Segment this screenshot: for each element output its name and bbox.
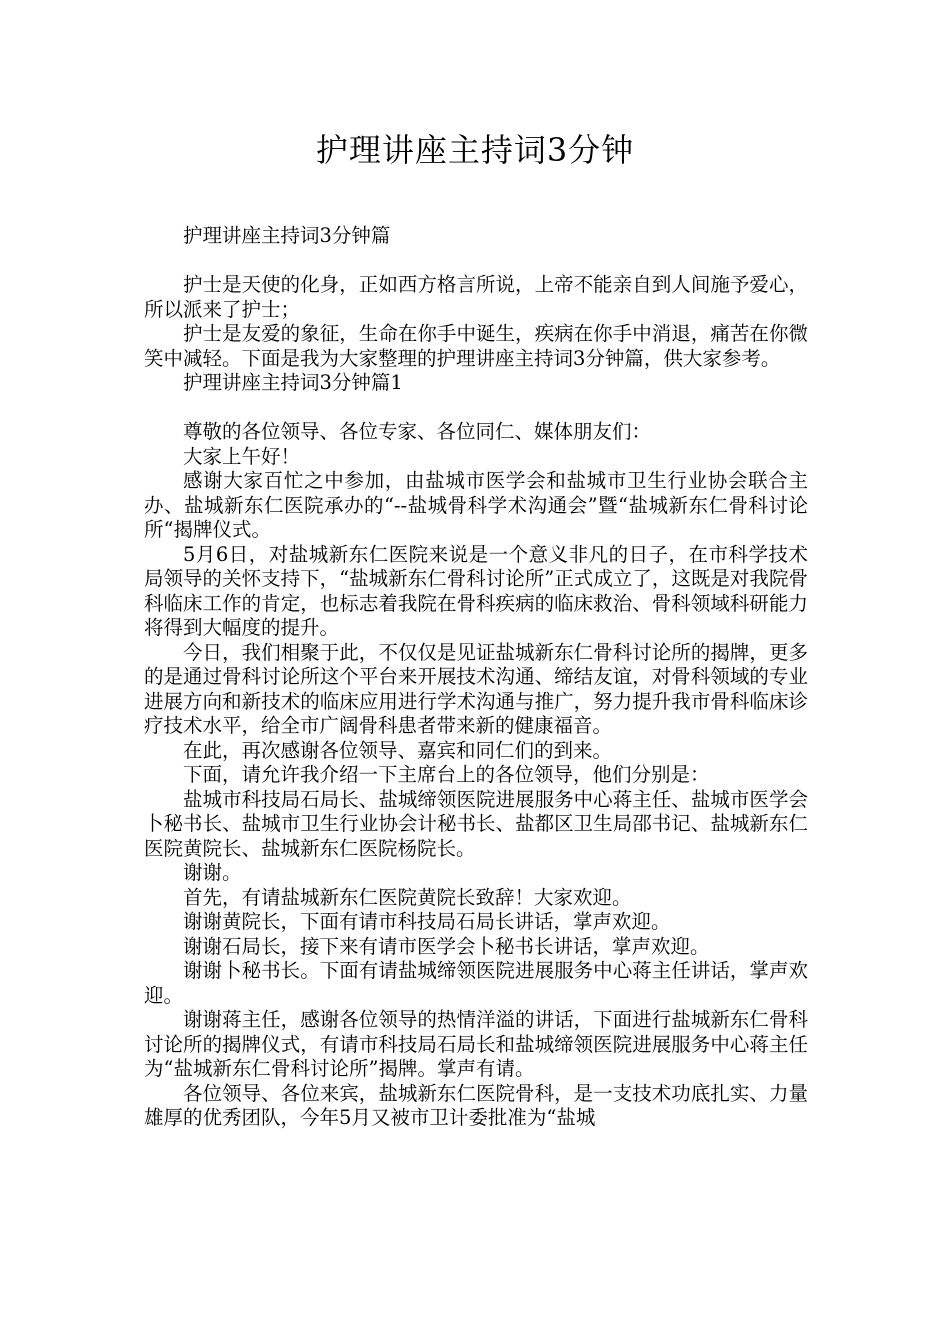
paragraph: 各位领导、各位来宾，盐城新东仁医院骨科，是一支技术功底扎实、力量雄厚的优秀团队，今年5月又被市卫计委批准为“盐城 [144, 1081, 808, 1129]
paragraph: 谢谢蒋主任，感谢各位领导的热情洋溢的讲话，下面进行盐城新东仁骨科讨论所的揭牌仪式，有请市科技局石局长和盐城缔领医院进展服务中心蒋主任为“盐城新东仁骨科讨论所”揭牌。掌声有请。 [144, 1008, 808, 1080]
section-heading: 护理讲座主持词3分钟篇1 [183, 371, 403, 394]
paragraph: 在此，再次感谢各位领导、嘉宾和同仁们的到来。 [183, 738, 613, 762]
paragraph: 护士是友爱的象征，生命在你手中诞生，疾病在你手中消退，痛苦在你微笑中减轻。下面是我为大家整理的护理讲座主持词3分钟篇，供大家参考。 [144, 322, 808, 370]
paragraph: 谢谢。 [183, 861, 242, 884]
paragraph: 今日，我们相聚于此，不仅仅是见证盐城新东仁骨科讨论所的揭牌，更多的是通过骨科讨论所这个平台来开展技术沟通、缔结友谊，对骨科领域的专业进展方向和新技术的临床应用进行学术沟通与推广，努力提升我市骨科临床诊疗技术水平，给全市广阔骨科患者带来新的健康福音。 [144, 640, 808, 737]
paragraph: 谢谢卜秘书长。下面有请盐城缔领医院进展服务中心蒋主任讲话，掌声欢迎。 [144, 959, 808, 1007]
paragraph: 大家上午好！ [183, 444, 301, 468]
paragraph: 谢谢石局长，接下来有请市医学会卜秘书长讲话，掌声欢迎。 [183, 934, 710, 958]
paragraph: 首先，有请盐城新东仁医院黄院长致辞！大家欢迎。 [183, 885, 632, 909]
paragraph: 下面，请允许我介绍一下主席台上的各位领导，他们分别是： [183, 763, 710, 786]
paragraph: 感谢大家百忙之中参加，由盐城市医学会和盐城市卫生行业协会联合主办、盐城新东仁医院承办的“--盐城骨科学术沟通会”暨“盐城新东仁骨科讨论所“揭牌仪式。 [144, 469, 808, 541]
document-title: 护理讲座主持词3分钟 [315, 131, 635, 169]
paragraph: 谢谢黄院长，下面有请市科技局石局长讲话，掌声欢迎。 [183, 910, 671, 933]
paragraph: 盐城市科技局石局长、盐城缔领医院进展服务中心蒋主任、盐城市医学会卜秘书长、盐城市卫生行业协会计秘书长、盐都区卫生局邵书记、盐城新东仁医院黄院长、盐城新东仁医院杨院长。 [144, 787, 808, 860]
paragraph: 护士是天使的化身，正如西方格言所说，上帝不能亲自到人间施予爱心，所以派来了护士； [144, 273, 808, 321]
paragraph: 5月6日，对盐城新东仁医院来说是一个意义非凡的日子，在市科学技术局领导的关怀支持下，“盐城新东仁骨科讨论所”正式成立了，这既是对我院骨科临床工作的肯定，也标志着我院在骨科疾病的临床救治、骨科领域科研能力将得到大幅度的提升。 [144, 542, 808, 639]
paragraph: 尊敬的各位领导、各位专家、各位同仁、媒体朋友们： [183, 420, 652, 443]
section-heading: 护理讲座主持词3分钟篇 [183, 224, 391, 247]
document-body [144, 224, 808, 1131]
